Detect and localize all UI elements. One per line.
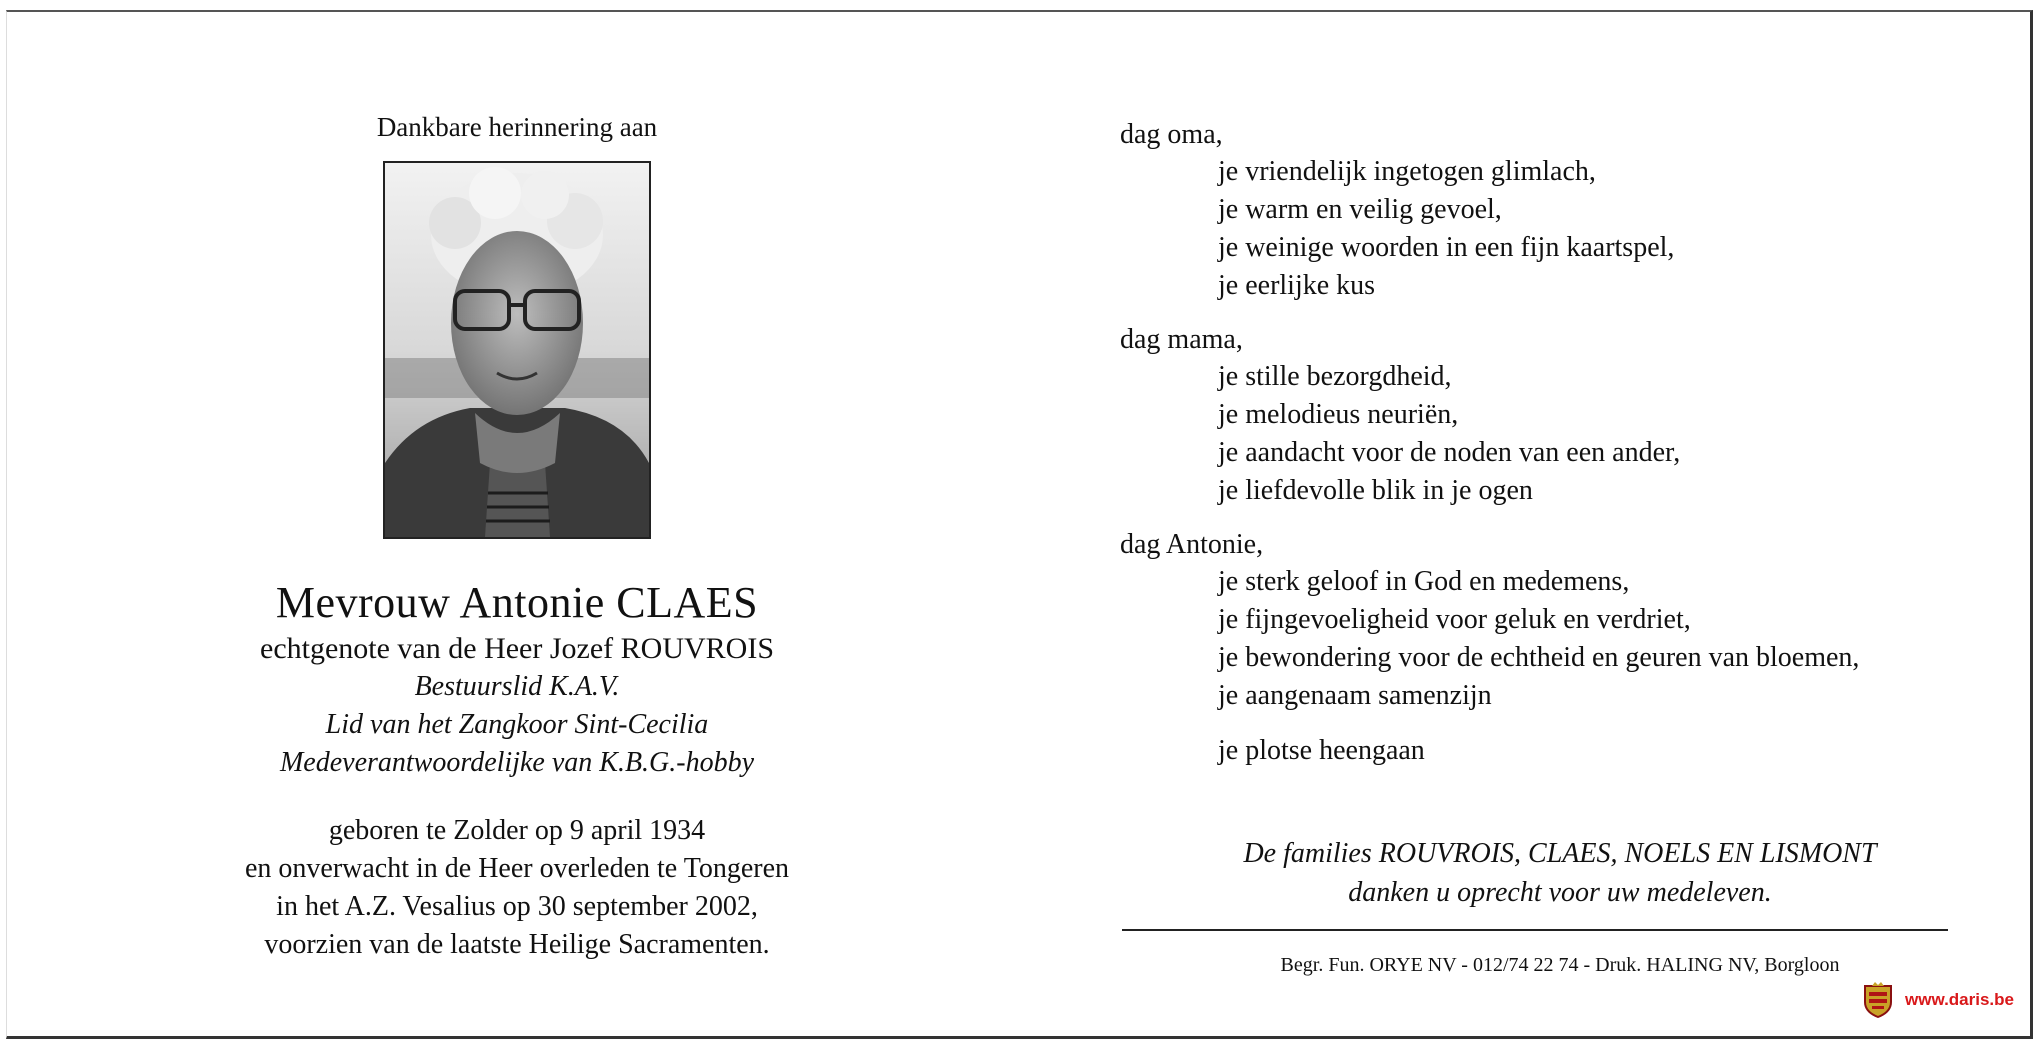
poem-stanza xyxy=(1120,527,1980,715)
poem-line: je stille bezorgdheid, xyxy=(1218,361,1452,392)
site-watermark xyxy=(1863,982,2014,1018)
poem-line: je aandacht voor de noden van een ander, xyxy=(1218,437,1681,468)
poem-line: je melodieus neuriën, xyxy=(1218,399,1459,430)
site-url: www.daris.be xyxy=(1905,990,2014,1009)
poem-stanza xyxy=(1120,117,1980,305)
stanza-greeting: dag Antonie, xyxy=(1120,529,1264,560)
bio-line: voorzien van de laatste Heilige Sacramenten. xyxy=(264,929,770,960)
bio-line: en onverwacht in de Heer overleden te Tongeren xyxy=(244,853,790,884)
divider xyxy=(1122,929,1948,931)
poem-line: je vriendelijk ingetogen glimlach, xyxy=(1218,156,1596,187)
poem-line: je weinige woorden in een fijn kaartspel, xyxy=(1218,232,1675,263)
bio-line: in het A.Z. Vesalius op 30 september 2002, xyxy=(276,891,758,922)
biography xyxy=(187,812,847,964)
family-thanks xyxy=(1120,834,2000,912)
roles-list xyxy=(187,668,847,782)
poem-line: je bewondering voor de echtheid en geuren van bloemen, xyxy=(1218,642,1860,673)
portrait-photo xyxy=(383,161,651,539)
role-item: Lid van het Zangkoor Sint-Cecilia xyxy=(325,709,709,740)
role-item: Medeverantwoordelijke van K.B.G.-hobby xyxy=(279,747,755,778)
poem xyxy=(1120,117,1980,770)
poem-line: je fijngevoeligheid voor geluk en verdriet, xyxy=(1218,604,1691,635)
coat-of-arms-icon xyxy=(1863,982,1893,1018)
poem-stanza xyxy=(1120,322,1980,510)
bio-line: geboren te Zolder op 9 april 1934 xyxy=(328,815,706,846)
memorial-card xyxy=(6,10,2033,1039)
role-item: Bestuurslid K.A.V. xyxy=(414,671,620,702)
stanza-greeting: dag oma, xyxy=(1120,119,1223,150)
poem-line: je sterk geloof in God en medemens, xyxy=(1218,566,1630,597)
spouse-line: echtgenote van de Heer Jozef ROUVROIS xyxy=(260,632,774,665)
poem-line: je liefdevolle blik in je ogen xyxy=(1218,475,1533,506)
intro-text: Dankbare herinnering aan xyxy=(376,112,658,142)
stanza-greeting: dag mama, xyxy=(1120,324,1243,355)
left-panel xyxy=(187,112,847,964)
thanks-line: danken u oprecht voor uw medeleven. xyxy=(1348,877,1772,908)
printer-credit: Begr. Fun. ORYE NV - 012/74 22 74 - Druk. HALING NV, Borgloon xyxy=(1280,954,1840,976)
poem-closing: je plotse heengaan xyxy=(1218,735,1425,766)
thanks-line: De families ROUVROIS, CLAES, NOELS EN LISMONT xyxy=(1243,838,1877,869)
poem-line: je aangenaam samenzijn xyxy=(1218,680,1492,711)
poem-line: je warm en veilig gevoel, xyxy=(1218,194,1502,225)
poem-line: je eerlijke kus xyxy=(1218,270,1376,301)
portrait-photo-image xyxy=(385,163,649,537)
deceased-name: Mevrouw Antonie CLAES xyxy=(275,578,759,627)
